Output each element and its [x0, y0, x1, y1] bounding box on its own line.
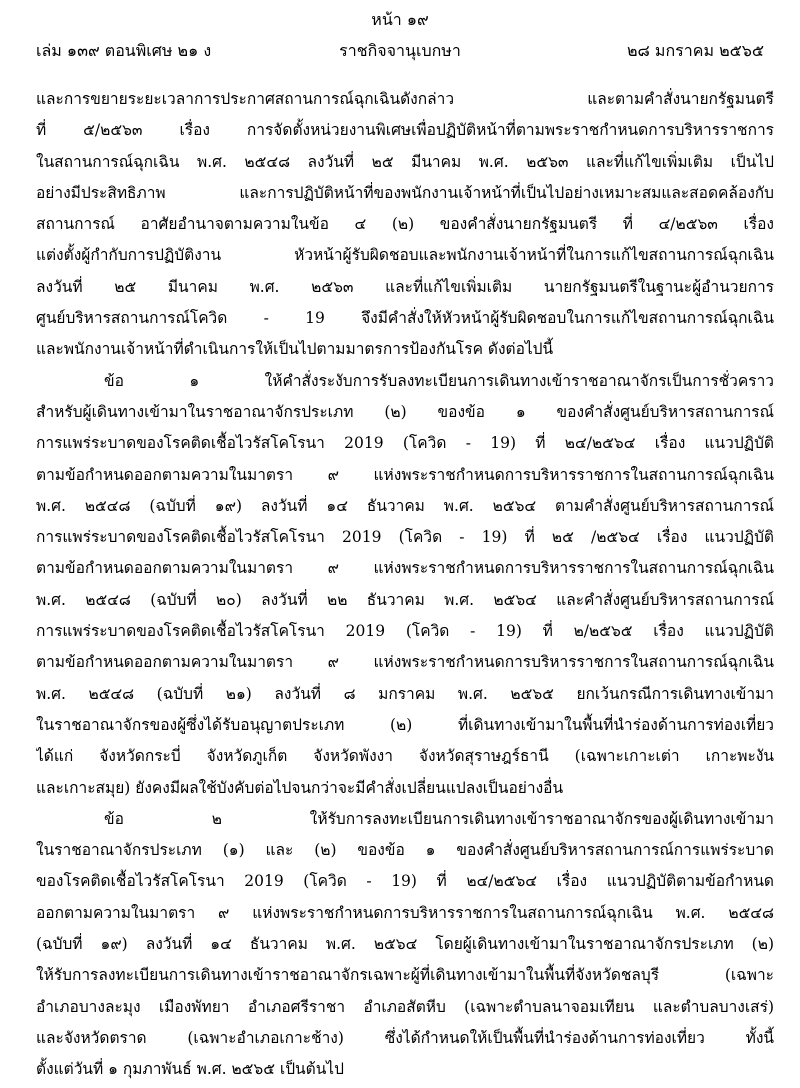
volume-label: เล่ม ๑๓๙ ตอนพิเศษ ๒๑ ง — [36, 41, 212, 60]
issue-date: ๒๘ มกราคม ๒๕๖๕ — [626, 41, 764, 60]
text-line: การแพร่ระบาดของโรคติดเชื้อไวรัสโคโรนา 2019 (โควิด - 19) ที่ ๒๔/๒๕๖๔ เรื่อง แนวปฏิบัติ — [36, 434, 774, 453]
text-line: ออกตามความในมาตรา ๙ แห่งพระราชกำหนดการบริหารราชการในสถานการณ์ฉุกเฉิน พ.ศ. ๒๕๔๘ — [36, 903, 774, 922]
text-line: การแพร่ระบาดของโรคติดเชื้อไวรัสโคโรนา 2019 (โควิด - 19) ที่ ๒๕ /๒๕๖๔ เรื่อง แนวปฏิบัติ — [36, 528, 774, 547]
text-line: การแพร่ระบาดของโรคติดเชื้อไวรัสโคโรนา 2019 (โควิด - 19) ที่ ๒/๒๕๖๕ เรื่อง แนวปฏิบัติ — [36, 622, 774, 641]
body-text — [36, 84, 774, 1086]
text-line: (ฉบับที่ ๑๙) ลงวันที่ ๑๔ ธันวาคม พ.ศ. ๒๕๖๔ โดยผู้เดินทางเข้ามาในราชอาณาจักรประเภท (๒) — [36, 935, 774, 954]
text-line: สำหรับผู้เดินทางเข้ามาในราชอาณาจักรประเภท (๒) ของข้อ ๑ ของคำสั่งศูนย์บริหารสถานการณ์ — [36, 402, 774, 421]
text-line: ในสถานการณ์ฉุกเฉิน พ.ศ. ๒๕๔๘ ลงวันที่ ๒๕ มีนาคม พ.ศ. ๒๕๖๓ และที่แก้ไขเพิ่มเติม เป็นไป — [36, 152, 774, 171]
text-line: อย่างมีประสิทธิภาพ และการปฏิบัติหน้าที่ของพนักงานเจ้าหน้าที่เป็นไปอย่างเหมาะสมและสอดคล้องกับ — [36, 183, 774, 202]
text-line: ให้รับการลงทะเบียนการเดินทางเข้าราชอาณาจักรเฉพาะผู้ที่เดินทางเข้ามาในพื้นที่จังหวัดชลบุรี (เฉพาะ — [36, 966, 774, 985]
text-line: แต่งตั้งผู้กำกับการปฏิบัติงาน หัวหน้าผู้รับผิดชอบและพนักงานเจ้าหน้าที่ในการแก้ไขสถานการณ์ฉุกเฉิน — [36, 246, 774, 265]
text-line: และการขยายระยะเวลาการประกาศสถานการณ์ฉุกเฉินดังกล่าว และตามคำสั่งนายกรัฐมนตรี — [36, 90, 774, 108]
text-line: ที่ ๕/๒๕๖๓ เรื่อง การจัดตั้งหน่วยงานพิเศษเพื่อปฏิบัติหน้าที่ตามพระราชกำหนดการบริหารราชการ — [36, 121, 774, 140]
gazette-title: ราชกิจจานุเบกษา — [339, 41, 461, 60]
text-line: ในราชอาณาจักรประเภท (๑) และ (๒) ของข้อ ๑ ของคำสั่งศูนย์บริหารสถานการณ์การแพร่ระบาด — [36, 841, 774, 860]
text-line: ตั้งแต่วันที่ ๑ กุมภาพันธ์ พ.ศ. ๒๕๖๕ เป็นต้นไป — [36, 1060, 344, 1079]
text-line: ของโรคติดเชื้อไวรัสโคโรนา 2019 (โควิด - 19) ที่ ๒๔/๒๕๖๔ เรื่อง แนวปฏิบัติตามข้อกำหนด — [36, 872, 774, 891]
clause-2-heading-line: ข้อ ๒ ให้รับการลงทะเบียนการเดินทางเข้าราชอาณาจักรของผู้เดินทางเข้ามา — [104, 809, 774, 828]
text-line: พ.ศ. ๒๕๔๘ (ฉบับที่ ๒๑) ลงวันที่ ๘ มกราคม พ.ศ. ๒๕๖๕ ยกเว้นกรณีการเดินทางเข้ามา — [36, 684, 774, 703]
text-line: อำเภอบางละมุง เมืองพัทยา อำเภอศรีราชา อำเภอสัตหีบ (เฉพาะตำบลนาจอมเทียน และตำบลบางเสร่) — [36, 997, 774, 1016]
text-line: และเกาะสมุย) ยังคงมีผลใช้บังคับต่อไปจนกว่าจะมีคำสั่งเปลี่ยนแปลงเป็นอย่างอื่น — [36, 778, 564, 797]
text-line: ได้แก่ จังหวัดกระบี่ จังหวัดภูเก็ต จังหวัดพังงา จังหวัดสุราษฎร์ธานี (เฉพาะเกาะเต่า เกาะพะงัน — [36, 747, 774, 766]
text-line: และจังหวัดตราด (เฉพาะอำเภอเกาะช้าง) ซึ่งได้กำหนดให้เป็นพื้นที่นำร่องด้านการท่องเที่ยว ทั้งนี้ — [36, 1028, 774, 1047]
text-line: พ.ศ. ๒๕๔๘ (ฉบับที่ ๑๙) ลงวันที่ ๑๔ ธันวาคม พ.ศ. ๒๕๖๔ ตามคำสั่งศูนย์บริหารสถานการณ์ — [36, 496, 774, 515]
text-line: ตามข้อกำหนดออกตามความในมาตรา ๙ แห่งพระราชกำหนดการบริหารราชการในสถานการณ์ฉุกเฉิน — [36, 465, 774, 484]
text-line: สถานการณ์ อาศัยอำนาจตามความในข้อ ๔ (๒) ของคำสั่งนายกรัฐมนตรี ที่ ๔/๒๕๖๓ เรื่อง — [36, 215, 774, 234]
text-line: พ.ศ. ๒๕๔๘ (ฉบับที่ ๒๐) ลงวันที่ ๒๒ ธันวาคม พ.ศ. ๒๕๖๔ และคำสั่งศูนย์บริหารสถานการณ์ — [36, 590, 774, 609]
text-line: และพนักงานเจ้าหน้าที่ดำเนินการให้เป็นไปตามมาตรการป้องกันโรค ดังต่อไปนี้ — [36, 340, 554, 359]
text-line: ตามข้อกำหนดออกตามความในมาตรา ๙ แห่งพระราชกำหนดการบริหารราชการในสถานการณ์ฉุกเฉิน — [36, 653, 774, 672]
text-line: ศูนย์บริหารสถานการณ์โควิด - 19 จึงมีคำสั่งให้หัวหน้าผู้รับผิดชอบในการแก้ไขสถานการณ์ฉุกเฉิน — [36, 309, 774, 328]
text-line: ตามข้อกำหนดออกตามความในมาตรา ๙ แห่งพระราชกำหนดการบริหารราชการในสถานการณ์ฉุกเฉิน — [36, 559, 774, 578]
page-header — [0, 40, 800, 62]
text-line: ลงวันที่ ๒๕ มีนาคม พ.ศ. ๒๕๖๓ และที่แก้ไขเพิ่มเติม นายกรัฐมนตรีในฐานะผู้อำนวยการ — [36, 277, 774, 296]
text-line: ในราชอาณาจักรของผู้ซึ่งได้รับอนุญาตประเภท (๒) ที่เดินทางเข้ามาในพื้นที่นำร่องด้านการท่องเที่ยว — [36, 715, 774, 734]
page-number: หน้า ๑๙ — [371, 10, 429, 29]
clause-1-heading-line: ข้อ ๑ ให้คำสั่งระงับการรับลงทะเบียนการเดินทางเข้าราชอาณาจักรเป็นการชั่วคราว — [104, 371, 774, 390]
